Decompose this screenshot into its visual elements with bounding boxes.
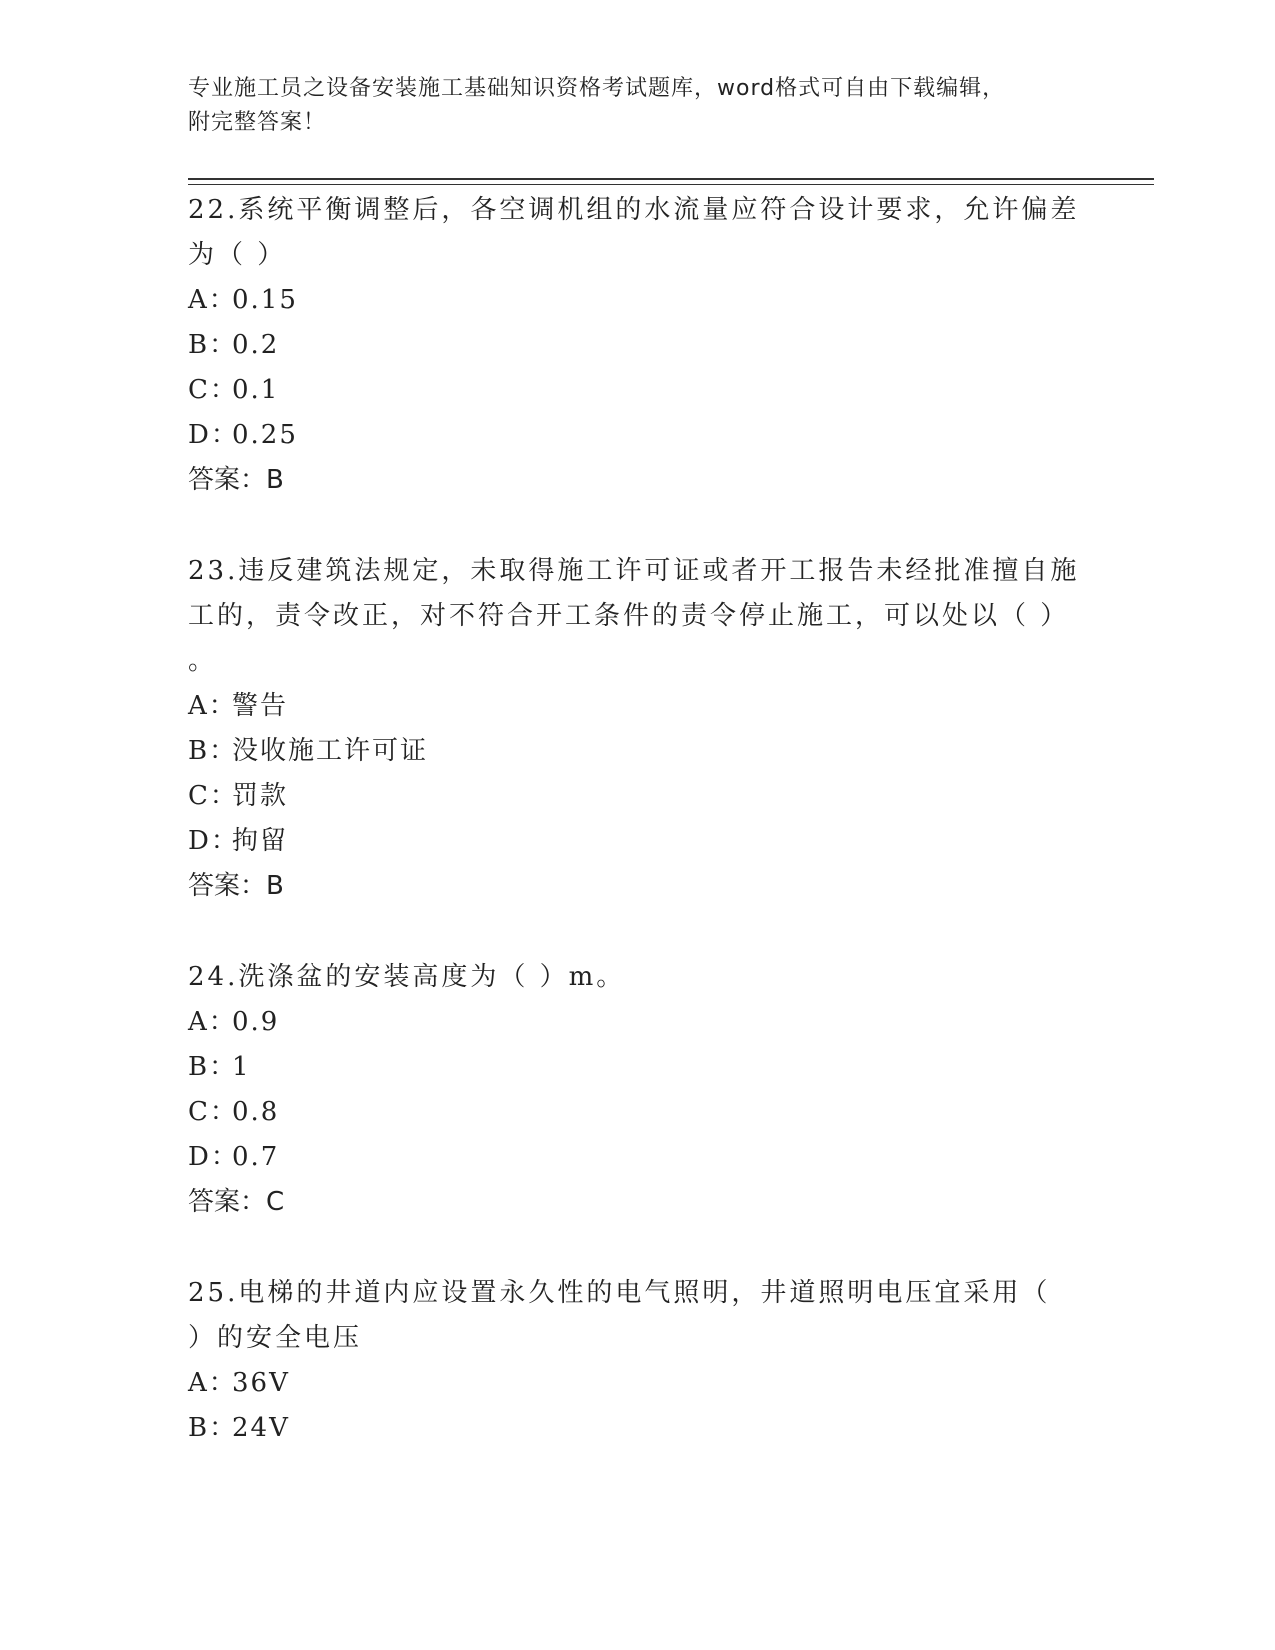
header-line-1: 专业施工员之设备安装施工基础知识资格考试题库，word格式可自由下载编辑， [188,76,1006,101]
header-divider-thin [188,184,1154,185]
option-c [188,368,1088,413]
option-a [188,278,1088,323]
option-value: 0.1 [232,375,280,405]
option-a [188,684,1088,729]
option-value: 0.2 [232,330,280,360]
option-b [188,323,1088,368]
option-value: 0.15 [232,285,298,315]
option-value: 拘留 [232,826,289,856]
question-text-line: 22.系统平衡调整后，各空调机组的水流量应符合设计要求，允许偏差 [188,195,1080,225]
question-text-line: 。 [188,646,218,676]
question-list [188,188,1088,1451]
question-23 [188,549,1088,909]
option-key: B： [188,736,238,766]
option-b [188,729,1088,774]
option-key: D： [188,1142,239,1172]
option-key: A： [188,691,237,721]
option-value: 0.8 [232,1097,280,1127]
option-value: 1 [232,1052,251,1082]
option-d [188,1135,1088,1180]
question-text-line: 23.违反建筑法规定，未取得施工许可证或者开工报告未经批准擅自施 [188,556,1080,586]
option-a [188,1000,1088,1045]
option-c [188,1090,1088,1135]
option-key: B： [188,1413,238,1443]
option-key: C： [188,1097,238,1127]
option-c [188,774,1088,819]
question-text-line: 24.洗涤盆的安装高度为（ ）m。 [188,962,626,992]
option-value: 警告 [232,691,289,721]
option-key: A： [188,1007,237,1037]
option-key: D： [188,826,239,856]
document-header [188,72,1088,140]
option-value: 0.7 [232,1142,280,1172]
option-key: C： [188,375,238,405]
question-text-line: ）的安全电压 [188,1323,363,1353]
option-value: 24V [232,1413,290,1443]
option-value: 没收施工许可证 [232,736,429,766]
option-value: 0.25 [232,420,298,450]
question-text-line: 为（ ） [188,240,287,270]
answer: 答案：B [188,871,284,901]
header-divider [188,178,1154,180]
option-key: C： [188,781,238,811]
option-key: B： [188,330,238,360]
option-b [188,1406,1088,1451]
option-d [188,819,1088,864]
question-22 [188,188,1088,503]
option-key: A： [188,285,237,315]
option-key: D： [188,420,239,450]
option-value: 0.9 [232,1007,280,1037]
option-b [188,1045,1088,1090]
answer: 答案：C [188,1187,285,1217]
answer: 答案：B [188,465,284,495]
question-24 [188,955,1088,1225]
option-a [188,1361,1088,1406]
option-key: B： [188,1052,238,1082]
header-line-2: 附完整答案！ [188,110,327,135]
question-text-line: 工的，责令改正，对不符合开工条件的责令停止施工，可以处以（ ） [188,601,1070,631]
option-value: 罚款 [232,781,289,811]
option-value: 36V [232,1368,290,1398]
option-d [188,413,1088,458]
question-text-line: 25.电梯的井道内应设置永久性的电气照明，井道照明电压宜采用（ [188,1278,1051,1308]
question-25 [188,1271,1088,1451]
option-key: A： [188,1368,237,1398]
